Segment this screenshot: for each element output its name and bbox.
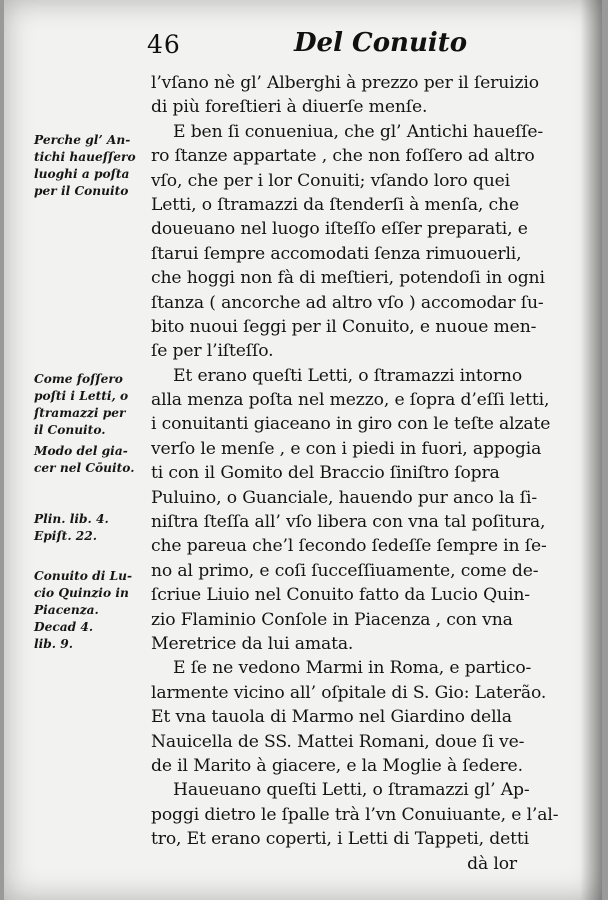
margin-note-line: cio Quinzio in <box>34 586 129 600</box>
margin-note-line: tichi haueſſero <box>34 150 136 164</box>
margin-note-line: lib. 9. <box>34 637 73 651</box>
margin-note-line: Modo del gia- <box>34 444 128 458</box>
text-line: Letti, o ſtramazzi da ſtenderſi à menſa, che <box>151 194 519 215</box>
margin-note-line: per il Conuito <box>34 184 129 198</box>
text-line: de il Marito à giacere, e la Moglie à ſedere. <box>151 755 523 776</box>
text-line: ſtarui ſempre accomodati ſenza rimuouerli, <box>151 243 522 264</box>
text-line: Et erano queſti Letti, o ſtramazzi intorno <box>173 365 523 386</box>
margin-note-line: luoghi a poſta <box>34 167 130 181</box>
margin-note-line: ſtramazzi per <box>34 406 126 420</box>
text-line: Meretrice da lui amata. <box>151 633 354 654</box>
main-text-block <box>151 71 593 876</box>
text-line: tro, Et erano coperti, i Letti di Tappeti, detti <box>151 829 529 850</box>
margin-note-line: Piacenza. <box>34 603 99 617</box>
text-line: ſe per l’iſteſſo. <box>151 341 274 362</box>
margin-note-line: cer nel Cōuito. <box>34 461 135 475</box>
text-line: dà lor <box>467 853 517 874</box>
text-line: ſtanza ( ancorche ad altro vſo ) accomodar ſu- <box>151 292 544 313</box>
margin-note-line: il Conuito. <box>34 423 106 437</box>
margin-note-1 <box>34 132 146 200</box>
text-line: verſo le menſe , e con i piedi in fuori, appogia <box>151 438 542 459</box>
text-line: Et vna tauola di Marmo nel Giardino della <box>151 707 512 728</box>
text-line: che pareua che’l ſecondo ſedeſſe ſempre in ſe- <box>151 536 547 557</box>
text-line: vſo, che per i lor Conuiti; vſando loro quei <box>151 170 511 191</box>
text-line: E ben ſi conueniua, che gl’ Antichi haueſſe- <box>173 121 544 142</box>
margin-note-4 <box>34 511 146 545</box>
text-line: i conuitanti giaceano in giro con le teſte alzate <box>151 414 551 435</box>
margin-note-2 <box>34 371 146 439</box>
margin-note-3 <box>34 443 146 477</box>
text-line: doueuano nel luogo iſteſſo eſſer preparati, e <box>151 219 528 240</box>
text-line: niſtra ſteſſa all’ vſo libera con vna tal poſitura, <box>151 512 546 533</box>
text-line: Puluino, o Guanciale, hauendo pur anco la ſi- <box>151 487 538 508</box>
text-line: no al primo, e coſi ſucceſſiuamente, come de- <box>151 560 539 581</box>
text-line: zio Flaminio Conſole in Piacenza , con vna <box>151 609 513 630</box>
text-line: l’vſano nè gl’ Alberghi à prezzo per il ſeruizio <box>151 73 539 93</box>
margin-note-line: Perche gl’ An- <box>34 133 131 147</box>
text-line: bito nuoui ſeggi per il Conuito, e nuoue men- <box>151 316 537 337</box>
text-line: larmente vicino all’ oſpitale di S. Gio: Laterão. <box>151 682 547 703</box>
text-line: alla menza poſta nel mezzo, e ſopra d’eſſi letti, <box>151 390 550 411</box>
text-line: ti con il Gomito del Braccio ſiniſtro ſopra <box>151 463 500 484</box>
running-title: Del Conuito <box>294 28 468 58</box>
text-line: Haueuano queſti Letti, o ſtramazzi gl’ Ap- <box>173 780 530 801</box>
text-line: di più foreſtieri à diuerſe menſe. <box>151 97 428 118</box>
gutter-shadow <box>580 0 602 900</box>
text-line: poggi dietro le ſpalle trà l’vn Conuiuante, e l’al- <box>151 804 559 825</box>
margin-note-line: Decad 4. <box>34 620 94 634</box>
margin-note-line: Plin. lib. 4. <box>34 512 109 526</box>
margin-note-line: Conuito di Lu- <box>34 569 133 583</box>
margin-note-line: poſti i Letti, o <box>34 389 129 403</box>
page-number: 46 <box>147 30 181 59</box>
margin-note-5 <box>34 568 146 653</box>
margin-note-line: Epiſt. 22. <box>34 529 98 543</box>
text-line: ro ſtanze appartate , che non foſſero ad altro <box>151 146 535 167</box>
book-page <box>4 0 602 900</box>
text-line: E ſe ne vedono Marmi in Roma, e partico- <box>173 658 532 679</box>
margin-note-line: Come foſſero <box>34 372 123 386</box>
text-line: ſcriue Liuio nel Conuito fatto da Lucio Quin- <box>151 585 530 606</box>
text-line: che hoggi non fà di meſtieri, potendoſi in ogni <box>151 268 545 289</box>
text-line: Nauicella de SS. Mattei Romani, doue ſi ve- <box>151 731 525 752</box>
